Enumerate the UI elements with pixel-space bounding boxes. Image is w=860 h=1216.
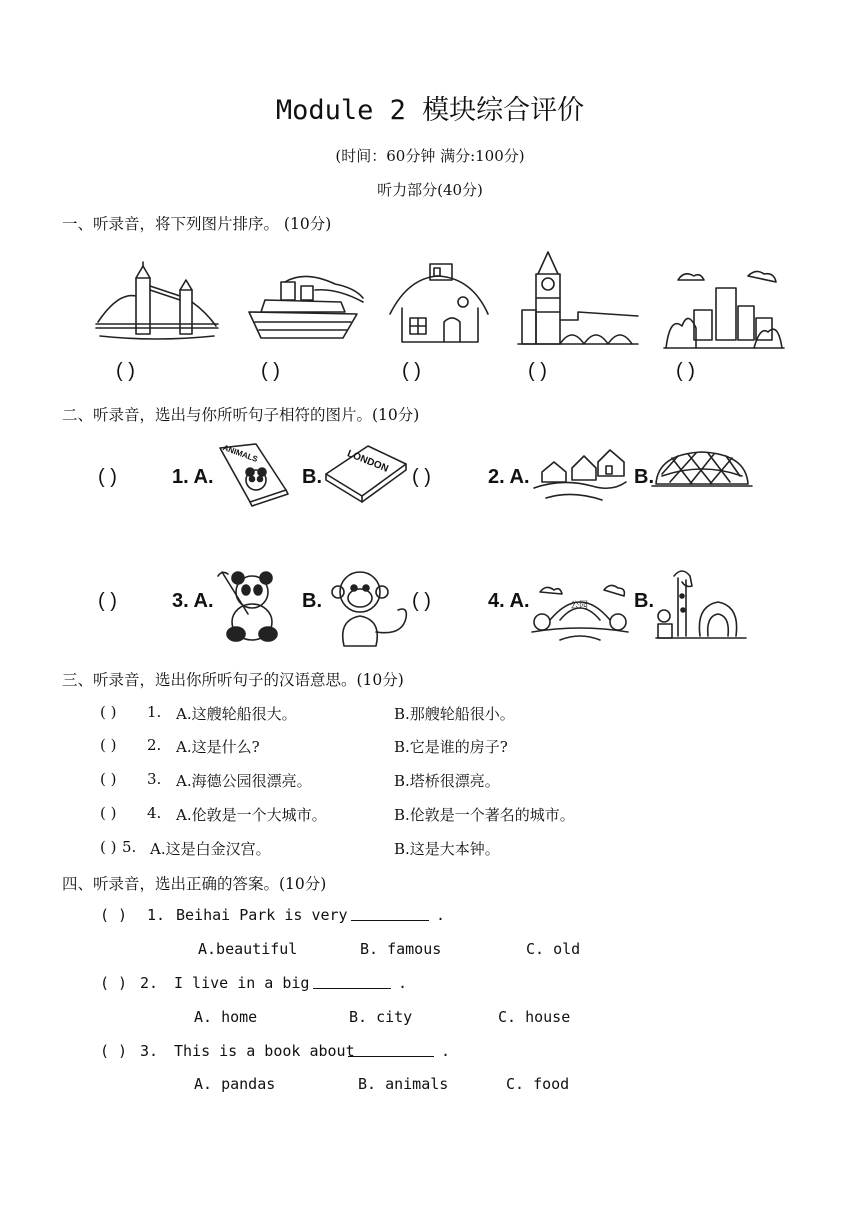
s2-answer-paren-3[interactable]: ( )	[98, 590, 117, 612]
ship-icon	[245, 272, 367, 342]
s3-item2-option-a: A.这是什么?	[176, 738, 260, 756]
london-book-title: LONDON	[345, 448, 390, 475]
s3-item1-option-a: A.这艘轮船很大。	[176, 705, 297, 723]
city-buildings-icon	[664, 266, 784, 352]
s2-item1-number: 1. A.	[172, 466, 214, 488]
s2-answer-paren-4[interactable]: ( )	[412, 590, 431, 612]
s4-item1-period: .	[436, 906, 446, 924]
listening-part-label: 听力部分(40分)	[377, 181, 483, 199]
s2-item3-b-label: B.	[302, 590, 322, 612]
s1-answer-paren-5[interactable]: ( )	[676, 360, 695, 382]
s3-item4-option-b: B.伦敦是一个著名的城市。	[394, 806, 575, 824]
s3-item2-option-b: B.它是谁的房子?	[394, 738, 508, 756]
s4-answer-paren-3[interactable]: ( )	[100, 1042, 128, 1060]
s3-item3-option-a: A.海德公园很漂亮。	[176, 772, 312, 790]
s4-item1-option-c: C. old	[526, 940, 581, 958]
s4-item2-option-b: B. city	[349, 1008, 413, 1026]
london-book-icon	[322, 444, 408, 506]
s4-item3-number: 3.	[140, 1042, 159, 1060]
s2-item4-number: 4. A.	[488, 590, 530, 612]
s3-answer-paren-2[interactable]: ( )	[100, 736, 117, 754]
section3-heading: 三、听录音，选出你所听句子的汉语意思。(10分)	[62, 671, 404, 689]
zoo-icon	[656, 566, 746, 646]
s3-answer-paren-5[interactable]: ( )	[100, 838, 117, 856]
s2-item2-number: 2. A.	[488, 466, 530, 488]
s4-item3-option-c: C. food	[506, 1075, 570, 1093]
s3-item5-option-b: B.这是大本钟。	[394, 840, 500, 858]
s4-item1-option-a: A.beautiful	[198, 940, 298, 958]
s3-item1-option-b: B.那艘轮船很小。	[394, 705, 515, 723]
section1-heading: 一、听录音，将下列图片排序。 (10分)	[62, 215, 332, 233]
s4-item2-blank[interactable]	[313, 974, 391, 989]
s1-answer-paren-3[interactable]: ( )	[402, 360, 421, 382]
s4-item2-period: .	[398, 974, 408, 992]
s4-item1-stem: Beihai Park is very	[176, 906, 348, 924]
s4-answer-paren-2[interactable]: ( )	[100, 974, 128, 992]
s4-item1-option-b: B. famous	[360, 940, 442, 958]
monkey-icon	[326, 566, 412, 648]
s1-answer-paren-4[interactable]: ( )	[528, 360, 547, 382]
house-icon	[388, 262, 490, 346]
s2-answer-paren-2[interactable]: ( )	[412, 466, 431, 488]
s4-item1-number: 1.	[147, 906, 166, 924]
s2-item2-b-label: B.	[634, 466, 654, 488]
section2-heading: 二、听录音，选出与你所听句子相符的图片。(10分)	[62, 406, 420, 424]
s4-item3-blank[interactable]	[348, 1042, 434, 1057]
s3-answer-paren-3[interactable]: ( )	[100, 770, 117, 788]
s3-item1-number: 1.	[147, 703, 162, 721]
big-ben-icon	[518, 250, 638, 346]
s3-item2-number: 2.	[147, 736, 162, 754]
s4-item2-number: 2.	[140, 974, 159, 992]
s2-answer-paren-1[interactable]: ( )	[98, 466, 117, 488]
s4-item2-option-a: A. home	[194, 1008, 258, 1026]
s1-answer-paren-1[interactable]: ( )	[116, 360, 135, 382]
s3-item3-option-b: B.塔桥很漂亮。	[394, 772, 500, 790]
s4-item3-option-b: B. animals	[358, 1075, 449, 1093]
park-sign-text: 公园	[570, 601, 589, 611]
section4-heading: 四、听录音，选出正确的答案。(10分)	[62, 875, 327, 893]
s3-item5-number: 5.	[122, 838, 137, 856]
s4-item2-option-c: C. house	[498, 1008, 571, 1026]
animals-book-title: ANIMALS	[221, 443, 259, 464]
s2-item3-number: 3. A.	[172, 590, 214, 612]
time-score-info: (时间：60分钟 满分:100分)	[335, 147, 525, 165]
s4-item3-period: .	[441, 1042, 451, 1060]
village-houses-icon	[532, 448, 628, 504]
tower-bridge-icon	[96, 262, 218, 342]
s3-item3-number: 3.	[147, 770, 162, 788]
s4-answer-paren-1[interactable]: ( )	[100, 906, 128, 924]
s1-answer-paren-2[interactable]: ( )	[261, 360, 280, 382]
s3-item5-option-a: A.这是白金汉宫。	[150, 840, 271, 858]
s3-answer-paren-4[interactable]: ( )	[100, 804, 117, 822]
birds-nest-stadium-icon	[652, 448, 752, 492]
s2-item4-b-label: B.	[634, 590, 654, 612]
s2-item1-b-label: B.	[302, 466, 322, 488]
s4-item1-blank[interactable]	[351, 906, 429, 921]
s3-item4-number: 4.	[147, 804, 162, 822]
s4-item3-option-a: A. pandas	[194, 1075, 276, 1093]
page-title: Module 2 模块综合评价	[275, 95, 585, 126]
panda-icon	[212, 570, 292, 644]
s3-item4-option-a: A.伦敦是一个大城市。	[176, 806, 327, 824]
s3-answer-paren-1[interactable]: ( )	[100, 703, 117, 721]
park-icon	[530, 580, 630, 646]
s4-item2-stem: I live in a big	[174, 974, 310, 992]
s4-item3-stem: This is a book about	[174, 1042, 355, 1060]
